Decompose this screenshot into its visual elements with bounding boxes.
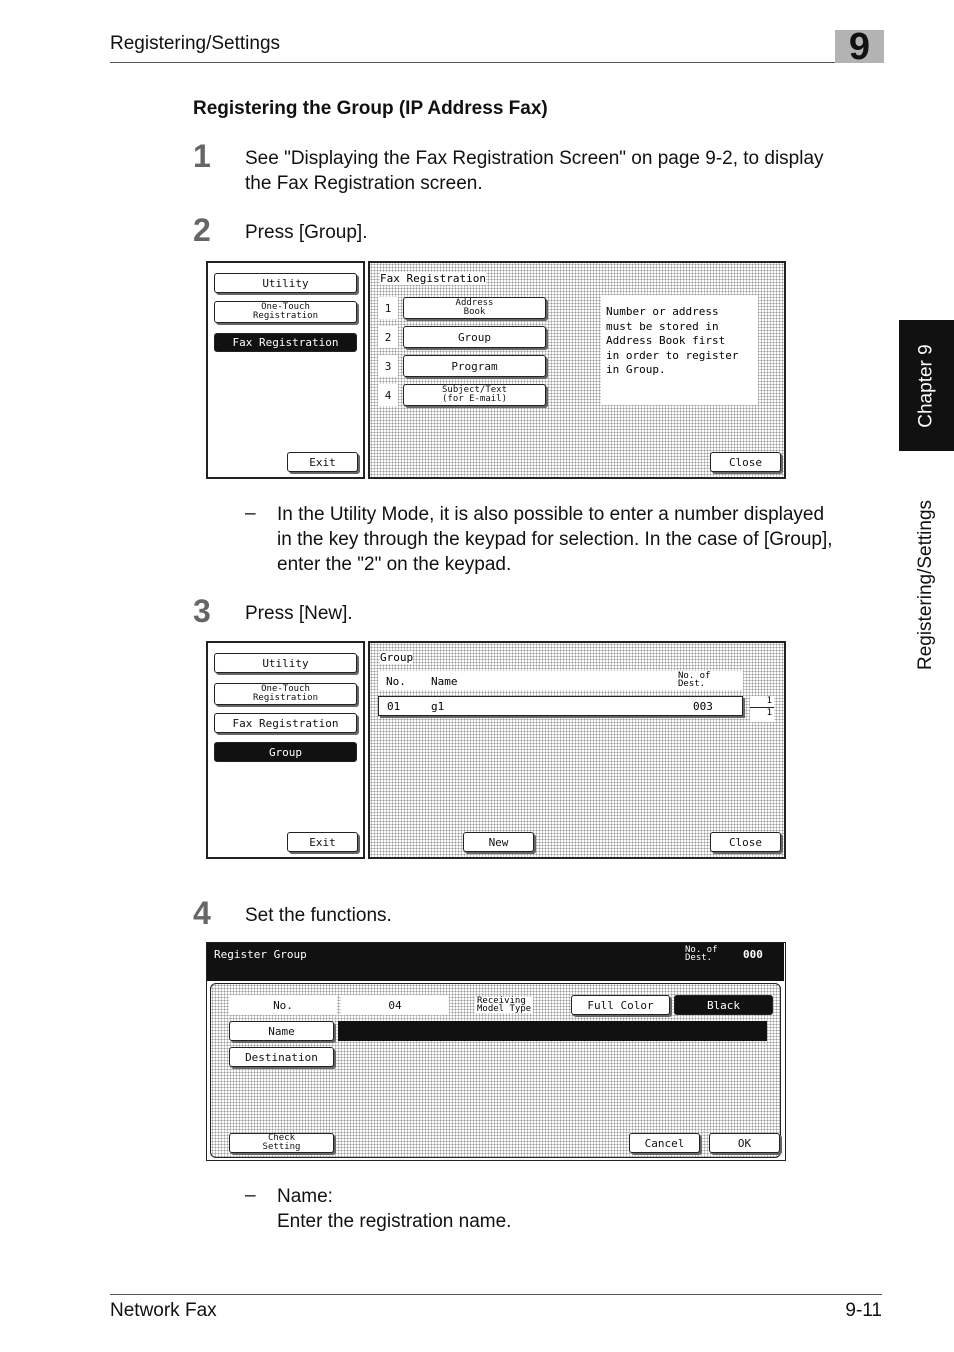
group-button[interactable]: Group	[403, 326, 546, 348]
step-text: Press [New].	[245, 603, 353, 624]
new-button[interactable]: New	[463, 832, 534, 852]
page-indicator	[750, 696, 774, 722]
message-line: must be stored in	[606, 319, 719, 333]
button-label-line: Address	[455, 298, 494, 308]
program-button[interactable]: Program	[403, 355, 546, 377]
step-text-line: See "Displaying the Fax Registration Screen" on page 9-2, to display	[245, 148, 824, 169]
item-number: 2	[378, 326, 398, 348]
black-button[interactable]: Black	[674, 995, 773, 1015]
button-label-line: One-Touch	[261, 684, 310, 694]
row-number: 01	[387, 700, 401, 713]
column-header-name: Name	[431, 675, 458, 688]
dest-count-label	[685, 946, 718, 962]
message-line: in Group.	[606, 363, 666, 377]
button-label-line: Registration	[252, 693, 319, 703]
ok-button[interactable]: OK	[709, 1133, 780, 1153]
step-text: Set the functions.	[245, 905, 392, 926]
section-side-label-wrap	[899, 470, 954, 700]
left-menu-panel	[206, 641, 365, 859]
group-menu-button[interactable]: Group	[214, 742, 357, 762]
group-screen	[206, 641, 786, 859]
header-rule	[110, 62, 882, 63]
step-text	[245, 146, 824, 196]
title-bar	[207, 943, 784, 981]
button-label-line: (for E-mail)	[441, 394, 508, 404]
screen-title: Fax Registration	[380, 272, 486, 285]
fax-registration-main-panel	[368, 261, 786, 479]
step-number: 4	[193, 895, 211, 931]
name-field[interactable]	[338, 1021, 767, 1041]
button-label-line: Setting	[262, 1142, 301, 1152]
no-value: 04	[341, 995, 449, 1015]
utility-button[interactable]: Utility	[214, 273, 357, 293]
column-header-no: No.	[386, 675, 406, 688]
exit-button[interactable]: Exit	[287, 452, 358, 472]
button-label-line: Check	[267, 1133, 296, 1143]
button-label-line: Book	[463, 307, 486, 317]
note-line: in the key through the keypad for selection. In the case of [Group],	[277, 529, 833, 550]
section-heading: Registering the Group (IP Address Fax)	[193, 98, 548, 119]
receiving-model-type-label	[475, 997, 533, 1013]
no-label: No.	[229, 995, 337, 1015]
message-line: Number or address	[606, 305, 719, 318]
fax-registration-button[interactable]: Fax Registration	[214, 713, 357, 733]
message-line: in order to register	[606, 348, 739, 362]
register-group-screen	[206, 942, 786, 1161]
note-text	[277, 502, 833, 577]
label-line: Dest.	[685, 953, 713, 963]
destination-button[interactable]: Destination	[229, 1047, 334, 1067]
button-label-line: Subject/Text	[441, 385, 508, 395]
item-number: 4	[378, 384, 398, 406]
footer-title: Network Fax	[110, 1300, 217, 1321]
column-header-dest	[678, 672, 711, 688]
group-main-panel	[368, 641, 786, 859]
address-book-button[interactable]	[403, 297, 546, 319]
button-label-line: One-Touch	[261, 302, 310, 312]
step-text-line: the Fax Registration screen.	[245, 173, 483, 194]
note-text	[277, 1184, 511, 1234]
chapter-side-tab-label-wrap	[899, 320, 954, 451]
label-line: Receiving	[477, 996, 526, 1006]
section-side-label: Registering/Settings	[915, 499, 937, 671]
close-button[interactable]: Close	[710, 452, 781, 472]
item-number: 3	[378, 355, 398, 377]
row-dest-count: 003	[693, 700, 713, 713]
step-number: 3	[193, 593, 211, 629]
full-color-button[interactable]: Full Color	[571, 995, 670, 1015]
group-list-row[interactable]	[378, 696, 743, 716]
dest-count-value: 000	[743, 948, 763, 961]
button-label-line: Registration	[252, 311, 319, 321]
page-current: 1	[750, 696, 774, 708]
fax-registration-button[interactable]: Fax Registration	[214, 333, 357, 352]
page-total: 1	[766, 708, 772, 718]
cancel-button[interactable]: Cancel	[629, 1133, 700, 1153]
row-name: g1	[431, 700, 445, 713]
exit-button[interactable]: Exit	[287, 832, 358, 852]
note-line: enter the "2" on the keypad.	[277, 554, 512, 575]
footer-rule	[110, 1294, 882, 1295]
bullet-dash: –	[245, 503, 256, 524]
note-line: Enter the registration name.	[277, 1211, 512, 1232]
one-touch-registration-button[interactable]	[214, 683, 357, 705]
message-line: Address Book first	[606, 334, 726, 348]
check-setting-button[interactable]	[229, 1133, 334, 1153]
screen-title: Group	[380, 651, 414, 664]
note-line: In the Utility Mode, it is also possible to enter a number displayed	[277, 504, 825, 525]
left-menu-panel	[206, 261, 365, 479]
step-number: 1	[193, 138, 211, 174]
step-number: 2	[193, 212, 211, 248]
header-line: Dest.	[678, 679, 706, 689]
name-button[interactable]: Name	[229, 1021, 334, 1041]
screen-title: Register Group	[214, 948, 307, 961]
chapter-number: 9	[848, 26, 871, 68]
one-touch-registration-button[interactable]	[214, 301, 357, 323]
header-line: No. of	[678, 671, 711, 681]
info-message-box	[601, 295, 758, 405]
page-number: 9-11	[845, 1300, 882, 1321]
utility-button[interactable]: Utility	[214, 653, 357, 673]
fax-registration-screen	[206, 261, 786, 479]
bullet-dash: –	[245, 1185, 256, 1206]
subject-text-button[interactable]	[403, 384, 546, 406]
chapter-side-tab-label: Chapter 9	[915, 343, 937, 428]
register-group-form	[210, 983, 781, 1158]
item-number: 1	[378, 297, 398, 319]
running-header-title: Registering/Settings	[110, 33, 281, 54]
step-text: Press [Group].	[245, 222, 368, 243]
close-button[interactable]: Close	[710, 832, 781, 852]
label-line: No. of	[685, 945, 718, 955]
note-line: Name:	[277, 1186, 333, 1207]
label-line: Model Type	[477, 1004, 532, 1014]
